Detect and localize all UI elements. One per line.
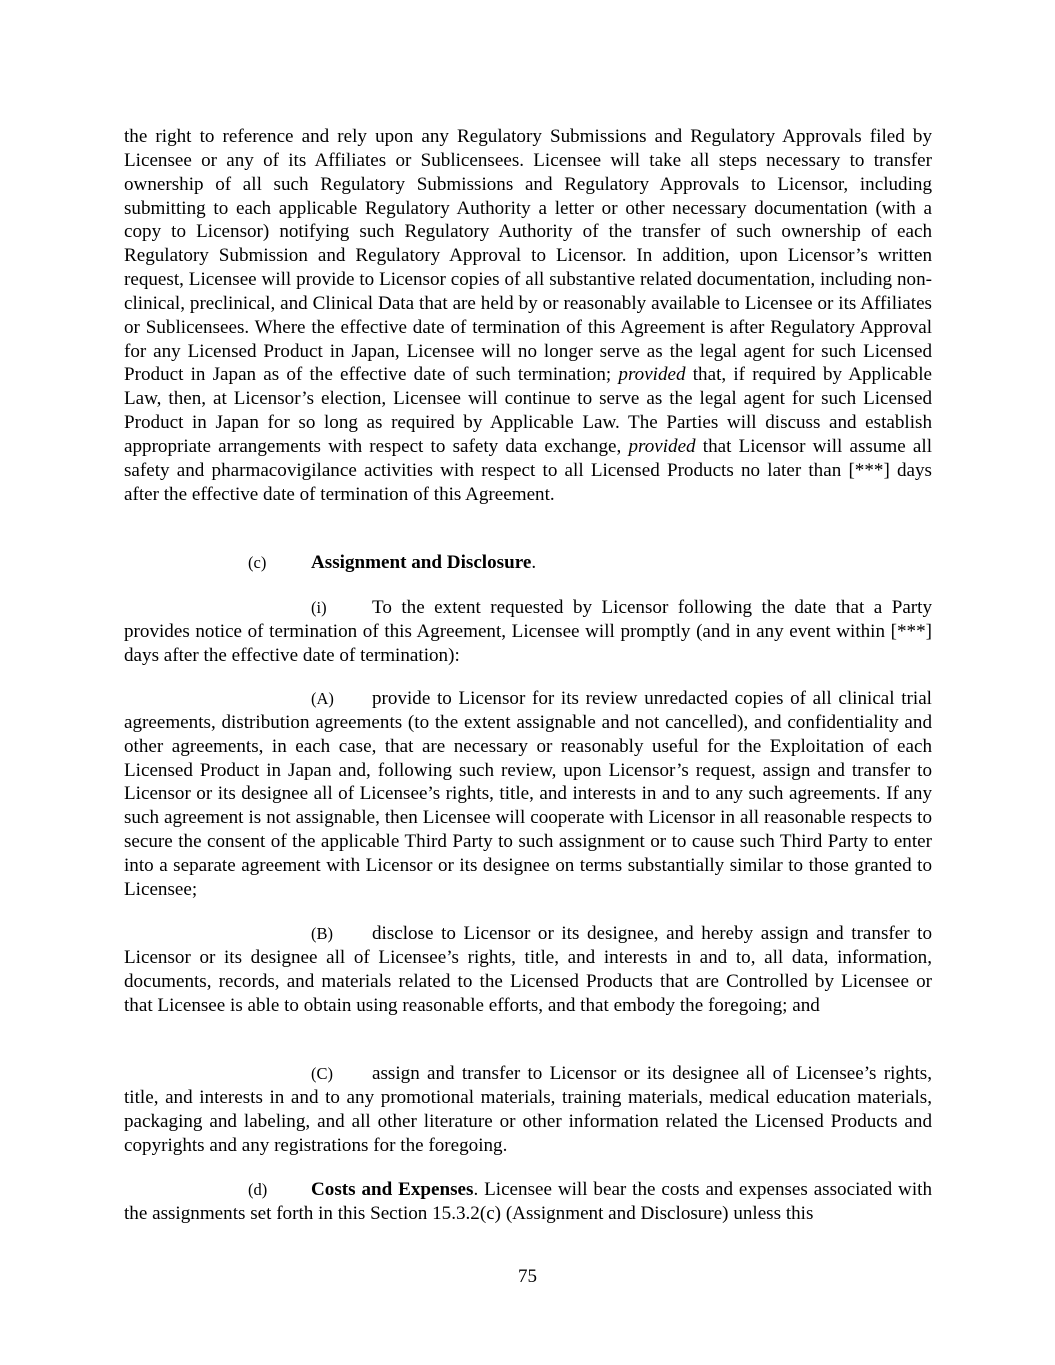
section-C (124, 1062, 932, 1157)
section-label: (i) (311, 598, 327, 617)
section-heading: Costs and Expenses (311, 1179, 474, 1200)
section-i-text (124, 596, 932, 668)
section-label: (B) (311, 924, 333, 943)
section-A (124, 687, 932, 902)
section-A-text (124, 687, 932, 902)
section-label: (d) (248, 1180, 268, 1199)
text-run: . Licensee will bear the costs and expenses associated with the assignments set forth in this Section 15.3.2(c) (Assignment and Disclosure) unless this (124, 1179, 933, 1224)
text-run: disclose to Licensor or its designee, and hereby assign and transfer to Licensor or its designee all of Licensee’s rights, title, and interests in and to, all data, information, documents, records, and materials related to the Licensed Products that are Controlled by Licensee or that Licensee is able to obtain using reasonable efforts, and that embody the foregoing; and (124, 923, 932, 1016)
heading-line (124, 551, 932, 575)
section-heading: Assignment and Disclosure (311, 552, 532, 573)
heading-trail: . (531, 552, 537, 573)
section-d (124, 1178, 932, 1226)
section-c-heading (124, 551, 932, 575)
page-number: 75 (518, 1266, 537, 1287)
section-B (124, 922, 932, 1017)
section-label: (c) (248, 553, 267, 572)
italic-term: provided (618, 364, 686, 386)
section-d-text (124, 1178, 932, 1226)
italic-term: provided (628, 435, 696, 457)
section-i (124, 596, 932, 668)
text-run: the right to reference and rely upon any Regulatory Submissions and Regulatory Approvals filed by Licensee or any of its Affiliates or Sublicensees. Licensee will take all steps necessary to transfer ownership of all such Regulatory Submissions and Regulatory Approvals to Licensor, including submitting to each applicable Regulatory Authority a letter or other necessary documentation (with a copy to Licensor) notifying such Regulatory Authority of the transfer of such ownership of each Regulatory Submission and Regulatory Approval to Licensor. In addition, upon Licensor’s written request, Licensee will provide to Licensor copies of all substantive related documentation, including non-clinical, preclinical, and Clinical Data that are held by or reasonably available to Licensee or its Affiliates or Sublicensees. Where the effective date of termination of this Agreement is after Regulatory Approval for any Licensed Product in Japan, Licensee will no longer serve as the legal agent for such Licensed Product in Japan as of the effective date of such termination; (124, 126, 932, 386)
text-run: provide to Licensor for its review unredacted copies of all clinical trial agreements, distribution agreements (to the extent assignable and not cancelled), and confidentiality and other agreements, in each case, that are necessary or reasonably useful for the Exploitation of each Licensed Product in Japan and, following such review, upon Licensor’s request, assign and transfer to Licensor or its designee all of Licensee’s rights, title, and interests in and to any such agreements. If any such agreement is not assignable, then Licensee will cooperate with Licensor in all reasonable respects to secure the consent of the applicable Third Party to such assignment or to cause such Third Party to enter into a separate agreement with Licensor or its designee on terms substantially similar to those granted to Licensee; (124, 688, 932, 900)
paragraph-text (124, 125, 932, 507)
text-run: To the extent requested by Licensor following the date that a Party provides notice of termination of this Agreement, Licensee will promptly (and in any event within [***] days after the effective date of termination): (124, 597, 932, 666)
text-run: that, if required by Applicable Law, then, at Licensor’s election, Licensee will continue to serve as the legal agent for such Licensed Product in Japan for so long as required by Applicable Law. The Parties will discuss and establish appropriate arrangements with respect to safety data exchange, (124, 364, 932, 457)
text-run: that Licensor will assume all safety and pharmacovigilance activities with respect to all Licensed Products no later than [***] days after the effective date of termination of this Agreement. (124, 435, 932, 505)
section-B-text (124, 922, 932, 1017)
paragraph-regulatory-transfer (124, 125, 932, 507)
section-label: (A) (311, 689, 334, 708)
section-C-text (124, 1062, 932, 1157)
section-label: (C) (311, 1064, 333, 1083)
text-run: assign and transfer to Licensor or its designee all of Licensee’s rights, title, and interests in and to any promotional materials, training materials, medical education materials, packaging and labeling, and all other literature or other information related the Licensed Products and copyrights and any registrations for the foregoing. (124, 1063, 932, 1156)
